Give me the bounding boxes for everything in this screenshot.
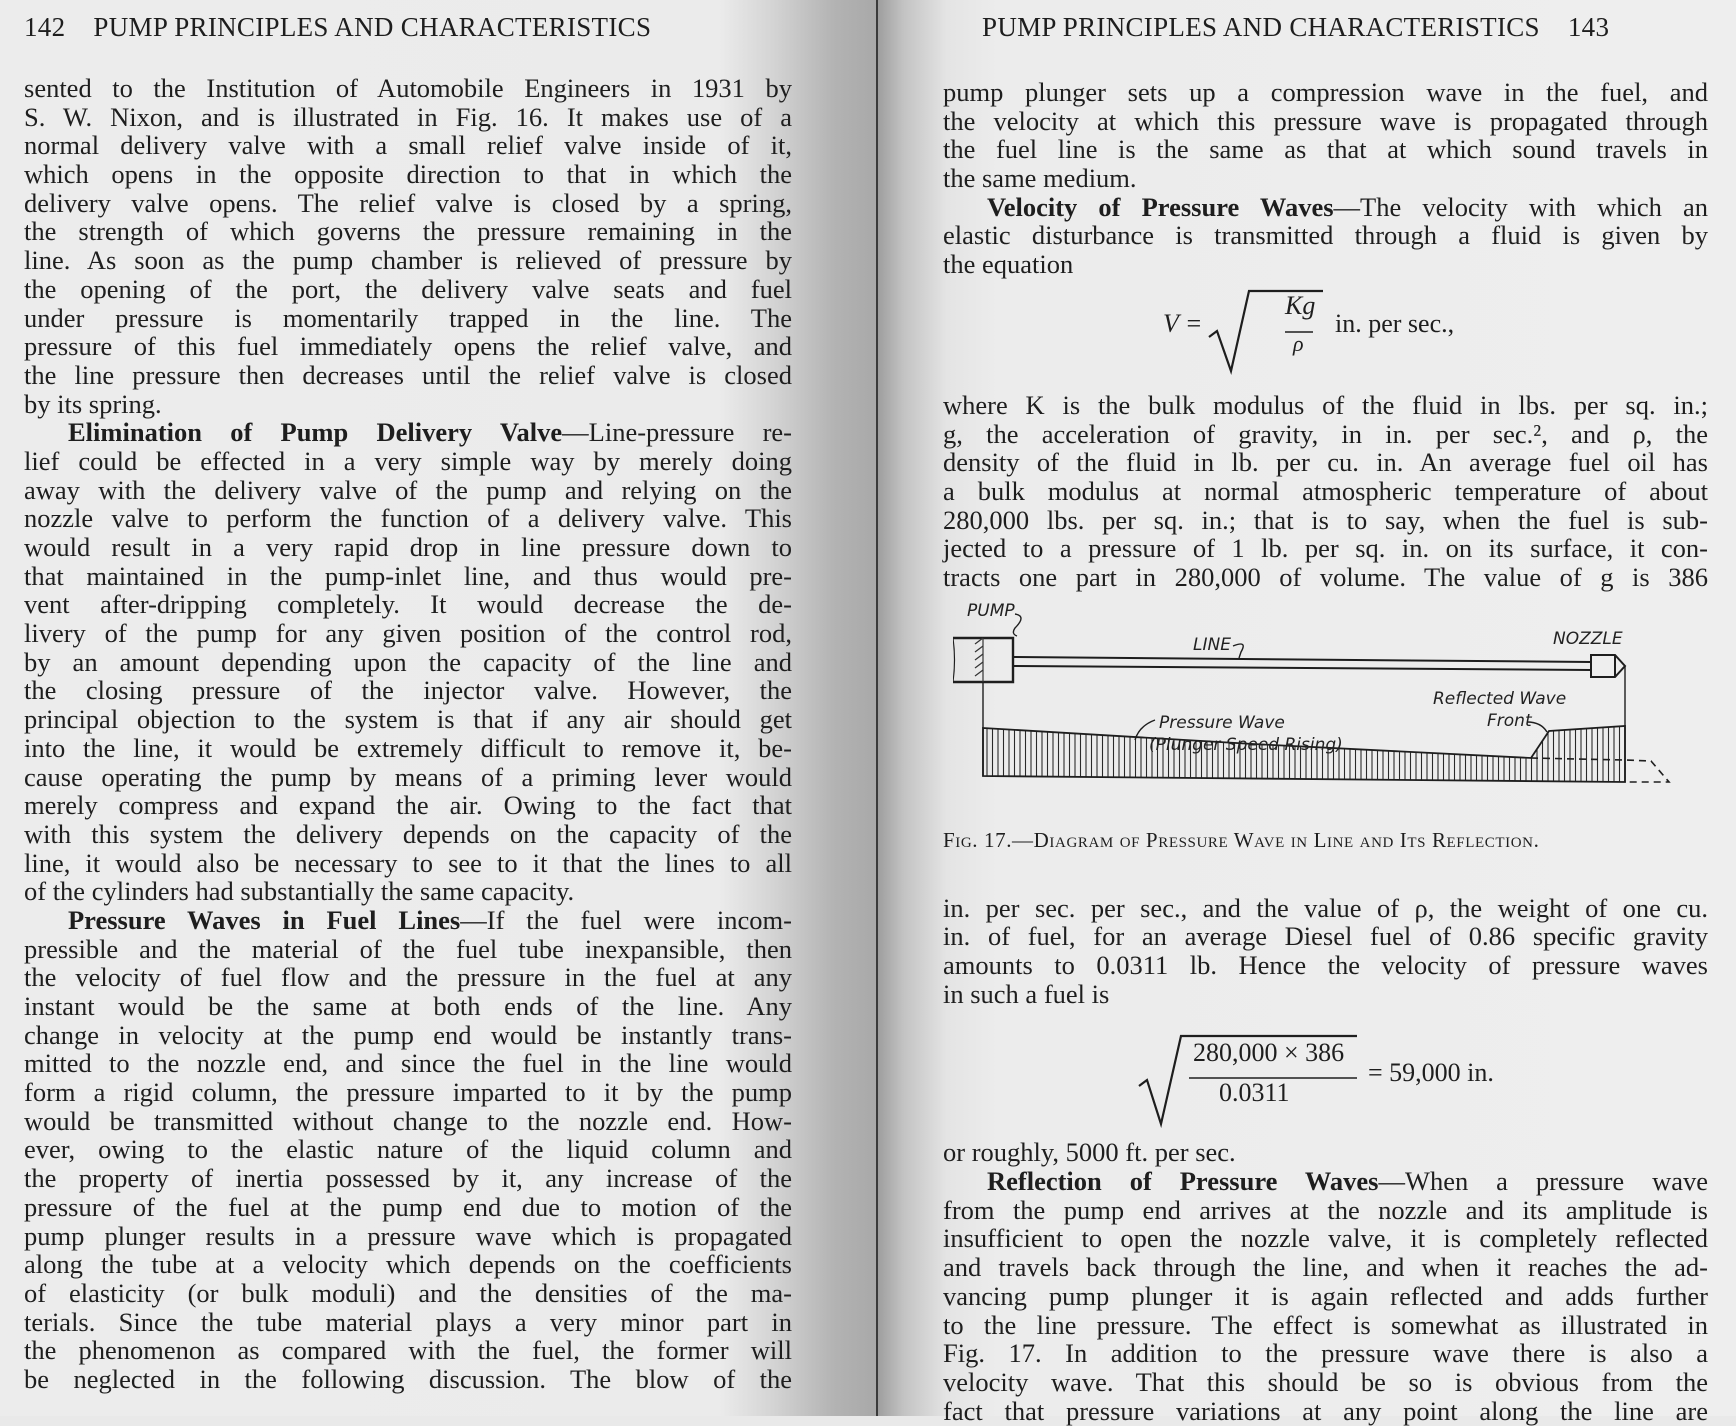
text-line xyxy=(943,391,1708,420)
square-root-sign xyxy=(1205,287,1335,377)
section-heading: Reflection of Pressure Waves xyxy=(987,1166,1379,1197)
line-text: to the line pressure. The effect is somewhat as illustrated in xyxy=(943,1309,1708,1340)
text-line xyxy=(24,676,792,705)
line-text: 280,000 lbs. per sq. in.; that is to say, when the fuel is sub- xyxy=(943,504,1708,535)
section-heading-line xyxy=(943,193,1708,222)
text-line xyxy=(24,304,792,333)
text-line xyxy=(24,504,792,533)
line-text: in. per sec. per sec., and the value of ρ, the weight of one cu. xyxy=(943,892,1708,923)
section-heading: Elimination of Pump Delivery Valve xyxy=(68,417,563,448)
line-text: nozzle valve to perform the function of a delivery valve. This xyxy=(24,503,792,534)
line-text: line, it would also be necessary to see to it that the lines to all xyxy=(24,847,792,878)
text-line xyxy=(24,217,792,246)
text-line xyxy=(24,590,792,619)
right-paragraph-block-1 xyxy=(943,78,1708,279)
calc-denominator: 0.0311 xyxy=(1219,1078,1290,1108)
section-heading-line xyxy=(24,906,792,935)
text-line xyxy=(24,619,792,648)
line-text: the same medium. xyxy=(943,163,1137,194)
label-line: LINE xyxy=(1193,634,1231,655)
text-line xyxy=(943,477,1708,506)
line-text: terials. Since the tube material plays a very minor part in xyxy=(24,1306,792,1337)
figure-caption: Fig. 17.—Diagram of Pressure Wave in Line and Its Reflection. xyxy=(943,827,1540,852)
text-line xyxy=(943,922,1708,951)
text-line xyxy=(24,1279,792,1308)
text-line xyxy=(24,791,792,820)
equation-denominator: ρ xyxy=(1293,330,1304,356)
text-line xyxy=(943,221,1708,250)
velocity-calculation xyxy=(943,1008,1708,1138)
line-text: change in velocity at the pump end would be instantly trans- xyxy=(24,1019,792,1050)
line-text: delivery valve opens. The relief valve is closed by a spring, xyxy=(24,187,792,218)
section-heading: Velocity of Pressure Waves xyxy=(987,191,1334,222)
calc-numerator: 280,000 × 386 xyxy=(1193,1038,1345,1068)
line-text: —Line-pressure re- xyxy=(562,417,792,448)
line-text: of the cylinders had substantially the same capacity. xyxy=(24,876,575,907)
text-line xyxy=(943,1339,1708,1368)
text-line xyxy=(24,1164,792,1193)
line-text: from the pump end arrives at the nozzle and its amplitude is xyxy=(943,1194,1708,1225)
line-text: the strength of which governs the pressure remaining in the xyxy=(24,216,792,247)
line-text: under pressure is momentarily trapped in the line. The xyxy=(24,302,792,333)
equation-unit: in. per sec., xyxy=(1335,308,1455,338)
section-heading-line xyxy=(943,1167,1708,1196)
text-line xyxy=(24,1135,792,1164)
line-text: g, the acceleration of gravity, in in. per sec.², and ρ, the xyxy=(943,418,1708,449)
text-line xyxy=(24,1308,792,1337)
text-line xyxy=(943,980,1708,1009)
line-text: the line pressure then decreases until the relief valve is closed xyxy=(24,359,792,390)
text-line xyxy=(24,390,792,419)
line-text: tracts one part in 280,000 of volume. The value of g is 386 xyxy=(943,561,1708,592)
text-line xyxy=(943,1397,1708,1426)
text-line xyxy=(24,1193,792,1222)
section-heading: Pressure Waves in Fuel Lines xyxy=(68,904,461,935)
text-line xyxy=(24,963,792,992)
text-line xyxy=(943,1196,1708,1225)
line-text: the phenomenon as compared with the fuel, the former will xyxy=(24,1335,792,1366)
line-text: fact that pressure variations at any point along the line are xyxy=(943,1395,1708,1426)
right-paragraph-block-4 xyxy=(943,1138,1708,1425)
text-line xyxy=(24,562,792,591)
line-text: with this system the delivery depends on the capacity of the xyxy=(24,818,792,849)
text-line xyxy=(943,951,1708,980)
text-line xyxy=(24,1021,792,1050)
line-text: principal objection to the system is that if any air should get xyxy=(24,704,792,735)
text-line xyxy=(24,648,792,677)
text-line xyxy=(24,1250,792,1279)
text-line xyxy=(24,877,792,906)
right-paragraph-block-3 xyxy=(943,894,1708,1009)
text-line xyxy=(24,533,792,562)
label-pressure-wave: Pressure Wave xyxy=(1159,712,1285,733)
text-line xyxy=(24,763,792,792)
text-line xyxy=(24,1365,792,1394)
text-line xyxy=(24,131,792,160)
line-text: sented to the Institution of Automobile Engineers in 1931 by xyxy=(24,73,792,103)
text-line xyxy=(24,1336,792,1365)
line-text: into the line, it would be extremely difficult to remove it, be- xyxy=(24,732,792,763)
line-text: the opening of the port, the delivery valve seats and fuel xyxy=(24,273,792,304)
line-text: lief could be effected in a very simple way by merely doing xyxy=(24,445,792,476)
line-text: and travels back through the line, and when it reaches the ad- xyxy=(943,1252,1708,1283)
right-paragraph-block-2 xyxy=(943,391,1708,592)
label-plunger-speed: (Plunger Speed Rising) xyxy=(1149,734,1343,755)
line-text: ever, owing to the elastic nature of the liquid column and xyxy=(24,1134,792,1165)
text-line xyxy=(943,1282,1708,1311)
text-line xyxy=(943,164,1708,193)
line-text: where K is the bulk modulus of the fluid in lbs. per sq. in.; xyxy=(943,389,1708,420)
right-running-title: PUMP PRINCIPLES AND CHARACTERISTICS xyxy=(982,12,1540,42)
line-text: the equation xyxy=(943,249,1074,280)
text-line xyxy=(24,246,792,275)
line-text: the velocity of fuel flow and the pressure in the fuel at any xyxy=(24,962,792,993)
line-text: —The velocity with which an xyxy=(1333,191,1708,222)
velocity-equation xyxy=(943,279,1708,391)
line-text: S. W. Nixon, and is illustrated in Fig. 16. It makes use of a xyxy=(24,101,792,132)
left-running-head xyxy=(24,12,651,43)
line-text: mitted to the nozzle end, and since the fuel in the line would xyxy=(24,1048,792,1079)
line-text: of elasticity (or bulk moduli) and the densities of the ma- xyxy=(24,1277,792,1308)
line-text: livery of the pump for any given position of the control rod, xyxy=(24,618,792,649)
text-line xyxy=(943,563,1708,592)
text-line xyxy=(943,1224,1708,1253)
text-line xyxy=(943,420,1708,449)
text-line xyxy=(24,74,792,103)
line-text: instant would be the same at both ends of the line. Any xyxy=(24,991,792,1021)
text-line xyxy=(24,1049,792,1078)
line-text: the closing pressure of the injector valve. However, the xyxy=(24,675,792,706)
text-line xyxy=(24,734,792,763)
text-line xyxy=(943,894,1708,923)
text-line xyxy=(943,107,1708,136)
text-line xyxy=(943,78,1708,107)
line-text: insufficient to open the nozzle valve, it is completely reflected xyxy=(943,1223,1708,1254)
text-line xyxy=(24,332,792,361)
text-line xyxy=(24,160,792,189)
line-text: pump plunger results in a pressure wave which is propagated xyxy=(24,1220,792,1251)
line-text: would be transmitted without change to the nozzle end. How- xyxy=(24,1105,792,1136)
line-text: that maintained in the pump-inlet line, and thus would pre- xyxy=(24,560,792,591)
text-line xyxy=(24,849,792,878)
right-page-number: 143 xyxy=(1567,12,1610,42)
text-line xyxy=(24,935,792,964)
line-text: by its spring. xyxy=(24,388,162,419)
fuel-line xyxy=(1013,657,1591,670)
text-line xyxy=(24,992,792,1021)
line-text: would result in a very rapid drop in line pressure down to xyxy=(24,532,792,562)
left-text-column xyxy=(24,74,792,1394)
text-line xyxy=(943,135,1708,164)
text-line xyxy=(24,189,792,218)
line-text: vancing pump plunger it is again reflected and adds further xyxy=(943,1280,1708,1311)
line-text: the velocity at which this pressure wave is propagated through xyxy=(943,105,1708,136)
line-text: —If the fuel were incom- xyxy=(460,904,792,935)
line-text: the property of inertia possessed by it, any increase of the xyxy=(24,1163,792,1194)
text-line xyxy=(24,705,792,734)
line-text: pressible and the material of the fuel tube inexpansible, then xyxy=(24,933,792,964)
text-line xyxy=(943,534,1708,563)
line-text: pressure of the fuel at the pump end due to motion of the xyxy=(24,1191,792,1222)
line-text: elastic disturbance is transmitted through a fluid is given by xyxy=(943,220,1708,251)
text-line xyxy=(24,476,792,505)
label-pump: PUMP xyxy=(967,600,1015,621)
line-text: a bulk modulus at normal atmospheric temperature of about xyxy=(943,475,1708,506)
line-text: —When a pressure wave xyxy=(1378,1166,1709,1197)
line-text: line. As soon as the pump chamber is relieved of pressure by xyxy=(24,245,792,276)
text-line xyxy=(24,447,792,476)
text-line xyxy=(943,1253,1708,1282)
text-line xyxy=(943,250,1708,279)
line-text: Fig. 17. In addition to the pressure wave there is also a xyxy=(943,1338,1708,1369)
figure-17-diagram xyxy=(943,600,1708,820)
line-text: pump plunger sets up a compression wave in the fuel, and xyxy=(943,77,1708,107)
text-line xyxy=(943,448,1708,477)
text-line xyxy=(943,506,1708,535)
text-line xyxy=(24,361,792,390)
line-text: form a rigid column, the pressure imparted to it by the pump xyxy=(24,1077,792,1108)
line-text: which opens in the opposite direction to that in which the xyxy=(24,159,792,190)
left-page-number: 142 xyxy=(24,12,66,42)
line-text: along the tube at a velocity which depends on the coefficients xyxy=(24,1249,792,1280)
text-line xyxy=(943,1138,1708,1167)
line-text: cause operating the pump by means of a priming lever would xyxy=(24,761,792,792)
label-wave-front: Front xyxy=(1487,710,1532,731)
pressure-wave-diagram xyxy=(953,600,1713,820)
text-line xyxy=(24,1078,792,1107)
line-text: in. of fuel, for an average Diesel fuel of 0.86 specific gravity xyxy=(943,921,1708,952)
label-nozzle: NOZZLE xyxy=(1553,628,1623,649)
text-line xyxy=(24,275,792,304)
pump-body xyxy=(953,638,1013,682)
text-line xyxy=(24,820,792,849)
text-line xyxy=(943,1368,1708,1397)
line-text: jected to a pressure of 1 lb. per sq. in. on its surface, it con- xyxy=(943,533,1708,564)
text-line xyxy=(24,1222,792,1251)
line-text: by an amount depending upon the capacity of the line and xyxy=(24,646,792,677)
line-leader xyxy=(1233,644,1243,658)
label-reflected-wave: Reflected Wave xyxy=(1433,688,1567,709)
line-text: vent after-dripping completely. It would decrease the de- xyxy=(24,589,792,620)
line-text: velocity wave. That this should be so is obvious from the xyxy=(943,1366,1708,1397)
right-text-column xyxy=(943,78,1708,1425)
line-text: merely compress and expand the air. Owing to the fact that xyxy=(24,790,792,821)
line-text: pressure of this fuel immediately opens the relief valve, and xyxy=(24,331,792,362)
line-text: be neglected in the following discussion. The blow of the xyxy=(24,1363,792,1394)
line-text: in such a fuel is xyxy=(943,978,1110,1009)
section-heading-line xyxy=(24,418,792,447)
right-running-head xyxy=(982,12,1609,43)
nozzle-body xyxy=(1591,655,1625,677)
text-line xyxy=(24,1107,792,1136)
equation-lhs: V = xyxy=(1163,308,1203,338)
left-running-title: PUMP PRINCIPLES AND CHARACTERISTICS xyxy=(93,12,652,42)
calc-result: = 59,000 in. xyxy=(1368,1058,1494,1088)
line-text: the fuel line is the same as that at which sound travels in xyxy=(943,134,1708,165)
line-text: away with the delivery valve of the pump and relying on the xyxy=(24,474,792,505)
line-text: amounts to 0.0311 lb. Hence the velocity of pressure waves xyxy=(943,950,1708,980)
line-text: density of the fluid in lb. per cu. in. An average fuel oil has xyxy=(943,447,1708,478)
line-text: or roughly, 5000 ft. per sec. xyxy=(943,1137,1236,1168)
equation-numerator: Kg xyxy=(1285,290,1316,320)
text-line xyxy=(24,103,792,132)
text-line xyxy=(943,1311,1708,1340)
line-text: normal delivery valve with a small relief valve inside of it, xyxy=(24,130,792,161)
